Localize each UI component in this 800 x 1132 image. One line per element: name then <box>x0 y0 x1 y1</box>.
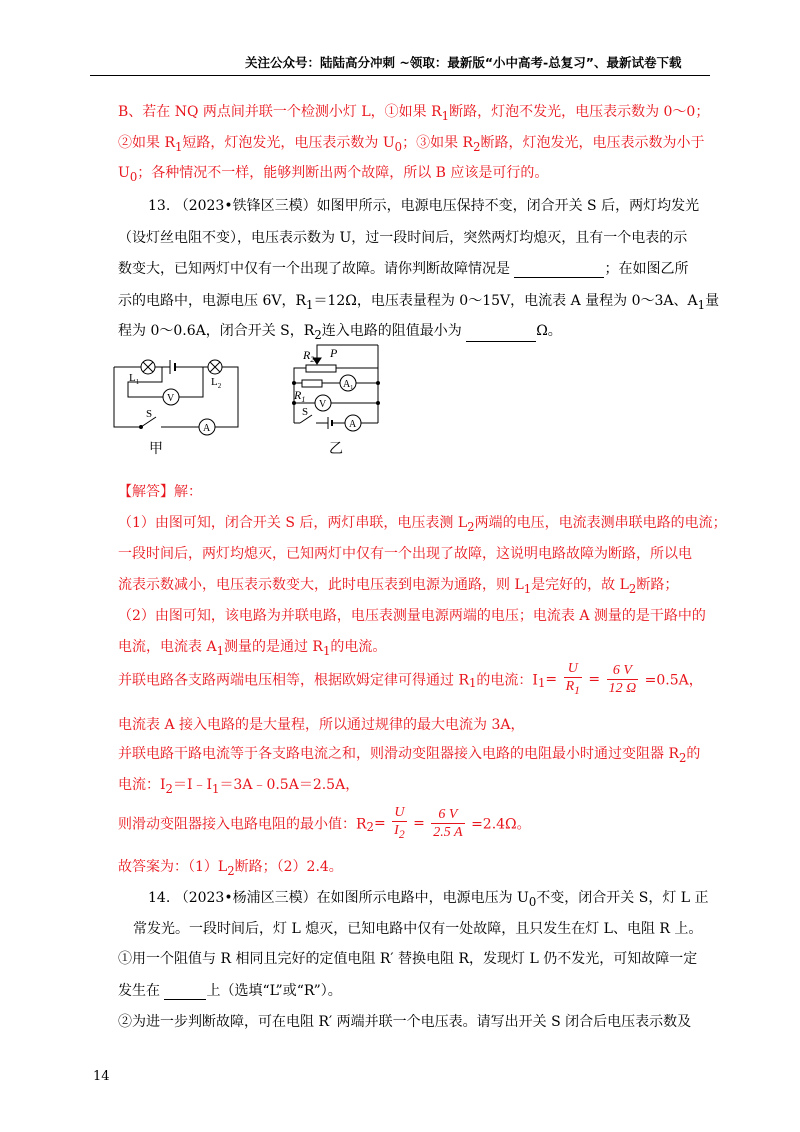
q14-line-3: ①用一个阻值与 R 相同且完好的定值电阻 R′ 替换电阻 R，发现灯 L 仍不发光，可知故障一定 <box>118 951 698 967</box>
q13-blank-1[interactable] <box>514 263 604 278</box>
prev-answer-line-2: ②如果 $R_1$短路，灯泡发光，电压表示数为 $U_0$；③如果 $R_2$断路，灯泡发光，电压表示数为小于 <box>118 135 705 154</box>
fraction-6v-over-12ohm: $\frac{6 V}{12 \Omega}$ <box>608 662 637 696</box>
resistor-r1-symbol <box>302 380 322 387</box>
label-l2: $L_2$ <box>211 376 222 390</box>
solution-final-answer: 故答案为：$(1)L_2$断路；（2）2.4。 <box>118 859 343 878</box>
fraction-u-over-i2: $\frac{U}{I_2}$ <box>394 805 405 841</box>
q14-line-2: 常发光。一段时间后，灯 L 熄灭，已知电路中仅有一处故障，且只发生在灯 L、电阻 R 上。 <box>133 921 703 937</box>
label-p: P <box>330 346 338 360</box>
label-s-yi: S <box>302 406 309 418</box>
label-r1: $R_1$ <box>294 388 306 404</box>
solution-p2-line-1: （2）由图可知，该电路为并联电路，电压表测量电源两端的电压；电流表 A 测量的是干路中的 <box>118 608 706 624</box>
label-l1: $L_1$ <box>129 372 140 386</box>
label-a1: $A_1$ <box>343 379 354 391</box>
label-r2: $R_2$ <box>303 348 315 364</box>
q13-line-4: 示的电路中，电源电压 6V，$R_1=12\Omega$，电压表量程为 0～15V，电流表 A 量程为 0～3A、$A_1$量 <box>118 293 720 312</box>
solution-line-i2: 电流：$I_2=I﹣I_1=3A﹣0.5A=2.5A$， <box>118 777 360 796</box>
rheostat-r2-symbol <box>306 365 336 372</box>
q13-line-1: 13. （2023•铁锋区三模）如图甲所示，电源电压保持不变，闭合开关 S 后，两灯均发光 <box>148 198 700 214</box>
label-v: V <box>167 393 175 404</box>
prev-answer-line-1: B、若在 NQ 两点间并联一个检测小灯 L，①如果 $R_1$断路，灯泡不发光，电压表示数为 0～0； <box>118 104 710 123</box>
solution-formula-r2: 则滑动变阻器接入电路电阻的最小值：$R_2=$ $\frac{U}{I_2}$ = $\frac{6 V}{2.5 A}$ =2.4Ω。 <box>118 805 531 841</box>
fraction-6v-over-2-5a: $\frac{6 V}{2.5 A}$ <box>433 806 463 840</box>
caption-yi: 乙 <box>329 442 343 457</box>
label-a-yi: A <box>349 419 357 430</box>
label-v-yi: V <box>319 399 327 410</box>
header-rule <box>90 75 710 76</box>
q13-line-3: 数变大，已知两灯中仅有一个出现了故障。请你判断故障情况是 ；在如图乙所 <box>118 261 689 277</box>
solution-tag: 【解答】解： <box>118 484 202 500</box>
q13-line-2: （设灯丝电阻不变），电压表示数为 U，过一段时间后，突然两灯均熄灭，且有一个电表的示 <box>118 230 688 246</box>
q14-line-5: ②为进一步判断故障，可在电阻 R′ 两端并联一个电压表。请写出开关 S 闭合后电压表示数及 <box>118 1014 692 1030</box>
q13-line-5: 程为 0～0.6A，闭合开关 S，$R_2$连入电路的阻值最小为 Ω。 <box>118 323 562 342</box>
solution-p1-line-3: 流表示数减小，电压表示数变大，此时电压表到电源为通路，则 $L_1$是完好的，故 $L_2$断路； <box>118 577 679 596</box>
solution-p1-line-2: 一段时间后，两灯均熄灭，已知两灯中仅有一个出现了故障，这说明电路故障为断路，所以电 <box>118 546 692 562</box>
solution-p2-line-2: 电流，电流表 $A_1$测量的是通过 $R_1$的电流。 <box>118 639 387 658</box>
label-a: A <box>203 423 211 434</box>
solution-line-big-range: 电流表 A 接入电路的是大量程，所以通过规律的最大电流为 3A， <box>118 717 525 733</box>
q14-blank-1[interactable] <box>164 985 206 1000</box>
solution-formula-i1: 并联电路各支路两端电压相等，根据欧姆定律可得通过 $R_1$的电流：$I_1=$ $\frac{U}{R_1}$ = $\frac{6 V}{12 \Omega}$ =0.5A， <box>118 661 703 697</box>
solution-p1-line-1: （1）由图可知，闭合开关 S 后，两灯串联，电压表测 $L_2$两端的电压，电流表测串联电路的电流； <box>118 515 727 534</box>
circuit-figure-yi <box>282 341 392 459</box>
q13-blank-2[interactable] <box>466 327 536 342</box>
caption-jia: 甲 <box>149 442 163 457</box>
page-header: 关注公众号：陆陆高分冲刺 ~领取：最新版“小中高考-总复习”、最新试卷下载 <box>245 55 682 70</box>
q14-line-4: 发生在 上（选填“L”或“R”）。 <box>118 983 342 999</box>
prev-answer-line-3: $U_0$；各种情况不一样，能够判断出两个故障，所以 B 应该是可行的。 <box>118 165 549 184</box>
q14-line-1: 14. （2023•杨浦区三模）在如图所示电路中，电源电压为 $U_0$不变，闭合开关 S，灯 L 正 <box>148 890 709 909</box>
circuit-figure-jia <box>108 347 246 459</box>
fraction-u-over-r1: $\frac{U}{R_1}$ <box>565 661 580 697</box>
page-number: 14 <box>93 1069 110 1084</box>
label-s: S <box>146 408 153 420</box>
solution-line-sum: 并联电路干路电流等于各支路电流之和，则滑动变阻器接入电路的电阻最小时通过变阻器 $R_2$的 <box>118 746 701 765</box>
